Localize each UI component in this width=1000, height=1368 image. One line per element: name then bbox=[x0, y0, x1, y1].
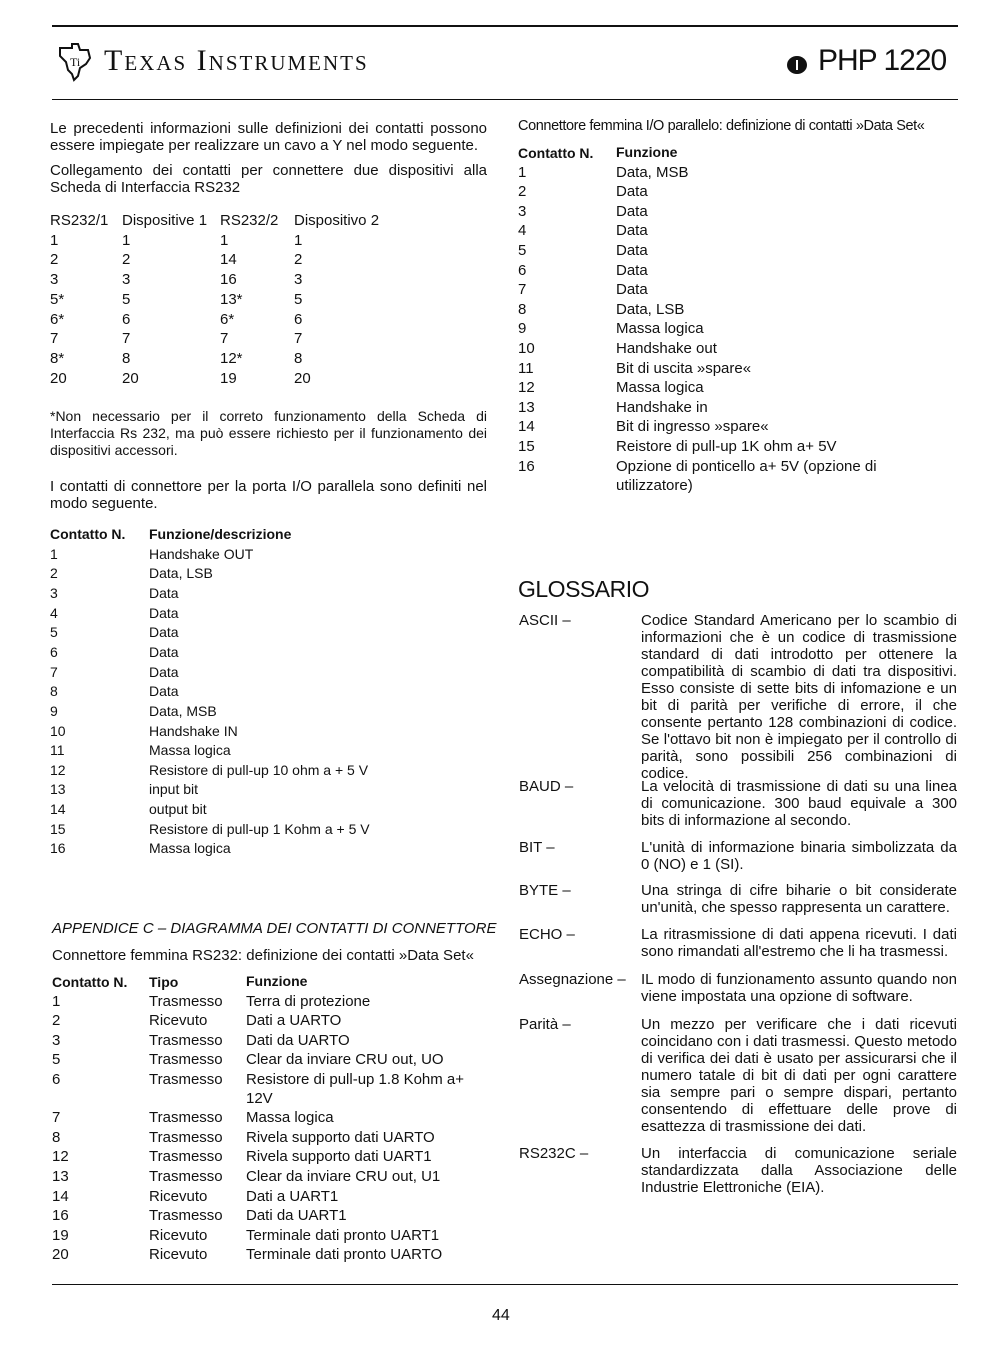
device-2-cell: 3 bbox=[294, 271, 303, 289]
contact-number-cell: 2 bbox=[50, 565, 58, 582]
contact-number-cell: 20 bbox=[52, 1246, 69, 1264]
contact-number-cell: 6 bbox=[518, 261, 527, 279]
appendix-title: APPENDICE C – DIAGRAMMA DEI CONTATTI DI CONNETTORE bbox=[52, 920, 497, 937]
function-cell: Resistore di pull-up 1.8 Kohm a+ 12V bbox=[246, 1071, 465, 1107]
contact-number-cell: 4 bbox=[518, 222, 527, 240]
function-cell: Data bbox=[616, 281, 648, 299]
rs232-2-cell: 14 bbox=[220, 251, 237, 269]
contact-number-cell: 5 bbox=[518, 242, 527, 259]
contact-number-cell: 13 bbox=[52, 1168, 69, 1185]
cable-intro-paragraph: Collegamento dei contatti per connettere due dispositivi alla Scheda di Interfaccia RS232 bbox=[50, 162, 487, 196]
function-cell: Clear da inviare CRU out, U1 bbox=[246, 1168, 441, 1185]
glossary-term: BIT – bbox=[519, 839, 555, 856]
function-cell: Reistore di pull-up 1K ohm a+ 5V bbox=[616, 438, 837, 455]
type-cell: Trasmesso bbox=[149, 1051, 223, 1069]
function-cell: Handshake OUT bbox=[149, 545, 254, 562]
function-cell: Massa logica bbox=[149, 840, 231, 857]
glossary-term: Assegnazione – bbox=[519, 971, 626, 988]
function-cell: Data, MSB bbox=[616, 163, 689, 181]
model-name: PHP 1220 bbox=[818, 44, 947, 77]
contact-number-cell: 1 bbox=[52, 992, 61, 1010]
function-cell: Handshake IN bbox=[149, 722, 238, 739]
function-cell: Resistore di pull-up 10 ohm a + 5 V bbox=[149, 761, 369, 778]
function-cell: Handshake in bbox=[616, 398, 708, 416]
contact-number-cell: 10 bbox=[518, 340, 535, 357]
contact-number-cell: 3 bbox=[50, 584, 58, 601]
function-cell: Terminale dati pronto UARTO bbox=[246, 1246, 443, 1264]
rs232-1-cell: 20 bbox=[50, 369, 67, 387]
contact-number-cell: 16 bbox=[518, 457, 535, 475]
contact-number-cell: 1 bbox=[50, 545, 58, 562]
function-cell: Data bbox=[616, 183, 648, 201]
contact-number-cell: 15 bbox=[50, 820, 66, 837]
device-1-cell: 1 bbox=[122, 231, 131, 249]
contact-number-cell: 15 bbox=[518, 438, 535, 455]
texas-instruments-logo-icon bbox=[54, 42, 98, 82]
function-cell: Dati a UART1 bbox=[246, 1187, 339, 1205]
type-cell: Ricevuto bbox=[149, 1246, 208, 1264]
function-cell: Data bbox=[616, 242, 648, 259]
footnote: *Non necessario per il correto funzionamento della Scheda di Interfaccia Rs 232, ma può essere richiesto per il funzionamento dei dispositivi accessori. bbox=[50, 408, 487, 458]
glossary-definition: La ritrasmissione di dati appena ricevuti. I dati sono rimandati all'estremo che li ha trasmessi. bbox=[641, 926, 957, 960]
contact-number-cell: 3 bbox=[52, 1031, 61, 1049]
rs232-1-cell: 5* bbox=[50, 290, 65, 308]
page-number: 44 bbox=[492, 1307, 510, 1324]
function-cell: Dati a UARTO bbox=[246, 1012, 342, 1030]
rs232-1-cell: 8* bbox=[50, 349, 65, 367]
function-cell: output bit bbox=[149, 801, 207, 818]
function-cell: Funzione bbox=[616, 144, 678, 160]
function-cell: Data, LSB bbox=[149, 565, 213, 582]
glossary-definition: Un interfaccia di comunicazione seriale standardizzata dalla Associazione delle Industrie Elettroniche (EIA). bbox=[641, 1145, 957, 1196]
contact-number-cell: 14 bbox=[50, 801, 66, 818]
contact-number-cell: 11 bbox=[518, 359, 534, 377]
glossary-term: RS232C – bbox=[519, 1145, 589, 1162]
function-cell: Data bbox=[149, 663, 179, 680]
contact-number-cell: 19 bbox=[52, 1226, 69, 1244]
function-cell: Data bbox=[616, 261, 648, 279]
function-cell: Funzione bbox=[246, 973, 308, 989]
function-cell: Clear da inviare CRU out, UO bbox=[246, 1051, 444, 1069]
contact-number-cell: 14 bbox=[518, 418, 535, 436]
function-cell: Dati da UARTO bbox=[246, 1031, 350, 1049]
contact-number-cell: 9 bbox=[518, 320, 527, 338]
function-cell: Data bbox=[149, 584, 179, 601]
contact-number-cell: 9 bbox=[50, 702, 58, 719]
rs232-1-cell: 6* bbox=[50, 310, 65, 328]
device-2-cell: 7 bbox=[294, 330, 303, 348]
brand-name: Texas Instruments bbox=[104, 44, 369, 77]
rs232-2-cell: 13* bbox=[220, 290, 243, 308]
device-2-cell: 2 bbox=[294, 251, 303, 269]
contact-number-cell: 7 bbox=[50, 663, 58, 680]
contact-number-cell: 11 bbox=[50, 742, 65, 759]
function-cell: Handshake out bbox=[616, 340, 717, 357]
device-1-cell: 20 bbox=[122, 369, 139, 387]
contact-number-cell: 16 bbox=[52, 1207, 69, 1225]
rs232-2-cell: 7 bbox=[220, 330, 229, 348]
function-cell: Bit di ingresso »spare« bbox=[616, 418, 769, 436]
parallel-intro-paragraph: I contatti di connettore per la porta I/O parallela sono definiti nel modo seguente. bbox=[50, 478, 487, 512]
rs232-2-cell: 19 bbox=[220, 369, 237, 387]
device-2-cell: 1 bbox=[294, 231, 303, 249]
rs232-2-cell: 1 bbox=[220, 231, 229, 249]
svg-text:Ti: Ti bbox=[70, 55, 81, 69]
rs232-1-cell: 1 bbox=[50, 231, 59, 249]
glossary-definition: L'unità di informazione binaria simbolizzata da 0 (NO) e 1 (SI). bbox=[641, 839, 957, 873]
device-1-cell: 2 bbox=[122, 251, 131, 269]
device-1-cell: 8 bbox=[122, 349, 131, 367]
type-cell: Trasmesso bbox=[149, 1128, 223, 1146]
top-rule bbox=[52, 25, 958, 27]
contact-number-cell: 12 bbox=[50, 761, 66, 778]
type-cell: Trasmesso bbox=[149, 992, 223, 1010]
contact-number-cell: Contatto N. bbox=[518, 145, 594, 161]
function-cell: Funzione/descrizione bbox=[149, 526, 292, 542]
glossary-term: ASCII – bbox=[519, 612, 571, 629]
contact-number-cell: 7 bbox=[518, 281, 527, 299]
function-cell: Rivela supporto dati UARTO bbox=[246, 1128, 435, 1146]
function-cell: Resistore di pull-up 1 Kohm a + 5 V bbox=[149, 820, 370, 837]
device-2-cell: 8 bbox=[294, 349, 303, 367]
contact-number-cell: 14 bbox=[52, 1187, 69, 1205]
rs232-2-cell: 16 bbox=[220, 271, 237, 289]
glossary-definition: Codice Standard Americano per lo scambio di informazioni che è un codice di trasmissione standard di dati introdotto per ottenere la compatibilità di scambio di dati tra dispositivi. Esso consiste di sette bits di infomazione e un bit di parità per verifiche di errore, il che consente pertanto 128 combinazioni di codice. Se l'ottavo bit non è impiegato per il controllo di parità, sono possibili 256 combinazioni di codice. bbox=[641, 612, 957, 782]
glossary-definition: La velocità di trasmissione di dati su una linea di comunicazione. 300 baud equivale a 300 bits di informazione al secondo. bbox=[641, 778, 957, 829]
contact-number-cell: 6 bbox=[52, 1071, 61, 1088]
contact-number-cell: 13 bbox=[518, 398, 535, 416]
contact-number-cell: 5 bbox=[50, 624, 58, 641]
function-cell: Rivela supporto dati UART1 bbox=[246, 1148, 432, 1166]
rs232-2-cell: RS232/2 bbox=[220, 212, 279, 229]
rs232-caption: Connettore femmina RS232: definizione dei contatti »Data Set« bbox=[52, 947, 474, 964]
rs232-2-cell: 6* bbox=[220, 310, 235, 328]
function-cell: Massa logica bbox=[246, 1109, 334, 1127]
type-cell: Trasmesso bbox=[149, 1071, 223, 1088]
rs232-1-cell: 2 bbox=[50, 251, 59, 269]
glossary-term: BYTE – bbox=[519, 882, 571, 899]
function-cell: Data bbox=[149, 643, 179, 660]
device-2-cell: Dispositivo 2 bbox=[294, 212, 380, 229]
device-1-cell: 3 bbox=[122, 271, 131, 289]
intro-paragraph: Le precedenti informazioni sulle definizioni dei contatti possono essere impiegate per realizzare un cavo a Y nel modo seguente. bbox=[50, 120, 487, 154]
parallel-connector-caption: Connettore femmina I/O parallelo: definizione di contatti »Data Set« bbox=[518, 118, 925, 134]
contact-number-cell: 8 bbox=[52, 1128, 61, 1146]
function-cell: Massa logica bbox=[616, 379, 704, 397]
function-cell: Bit di uscita »spare« bbox=[616, 359, 752, 377]
contact-number-cell: 12 bbox=[52, 1148, 69, 1166]
function-cell: Data bbox=[616, 222, 648, 240]
type-cell: Trasmesso bbox=[149, 1168, 223, 1185]
type-cell: Ricevuto bbox=[149, 1012, 208, 1030]
device-1-cell: 5 bbox=[122, 290, 131, 308]
rs232-1-cell: 3 bbox=[50, 271, 59, 289]
function-cell: Data bbox=[149, 624, 179, 641]
type-cell: Trasmesso bbox=[149, 1031, 223, 1049]
function-cell: Data, MSB bbox=[149, 702, 217, 719]
device-2-cell: 6 bbox=[294, 310, 303, 328]
function-cell: Data bbox=[149, 683, 179, 700]
footer-rule bbox=[52, 1284, 958, 1285]
glossary-term: BAUD – bbox=[519, 778, 574, 795]
contact-number-cell: 2 bbox=[52, 1012, 61, 1030]
contact-number-cell: 6 bbox=[50, 643, 58, 660]
device-1-cell: Dispositive 1 bbox=[122, 212, 208, 229]
device-2-cell: 5 bbox=[294, 290, 303, 308]
type-cell: Trasmesso bbox=[149, 1109, 223, 1127]
type-cell: Ricevuto bbox=[149, 1226, 208, 1244]
glossary-definition: Un mezzo per verificare che i dati ricevuti coincidano con i dati trasmessi. Questo metodo di verifica dei dati è usato per assicurarsi che il numero tatale di bit di dati per ogni carattere sia sempre pari o sempre dispari, pertanto consentendo di effettuare delle prove di esattezza di trasmissione dei dati. bbox=[641, 1016, 957, 1135]
type-cell: Trasmesso bbox=[149, 1148, 223, 1166]
contact-number-cell: 13 bbox=[50, 781, 66, 798]
contact-number-cell: 12 bbox=[518, 379, 535, 397]
contact-number-cell: 16 bbox=[50, 840, 66, 857]
glossary-term: ECHO – bbox=[519, 926, 575, 943]
bullet-icon bbox=[787, 56, 807, 74]
contact-number-cell: 1 bbox=[518, 163, 527, 181]
function-cell: Dati da UART1 bbox=[246, 1207, 347, 1225]
device-2-cell: 20 bbox=[294, 369, 311, 387]
function-cell: Data, LSB bbox=[616, 300, 685, 318]
rs232-1-cell: 7 bbox=[50, 330, 59, 348]
contact-number-cell: Contatto N. bbox=[52, 974, 128, 990]
rs232-2-cell: 12* bbox=[220, 349, 243, 367]
type-cell: Tipo bbox=[149, 974, 179, 990]
function-cell: input bit bbox=[149, 781, 199, 798]
contact-number-cell: 8 bbox=[518, 300, 527, 318]
contact-number-cell: 10 bbox=[50, 722, 66, 739]
type-cell: Trasmesso bbox=[149, 1207, 223, 1225]
device-1-cell: 6 bbox=[122, 310, 131, 328]
function-cell: Terra di protezione bbox=[246, 992, 371, 1010]
contact-number-cell: 5 bbox=[52, 1051, 61, 1069]
contact-number-cell: 3 bbox=[518, 202, 527, 220]
function-cell: Massa logica bbox=[149, 742, 231, 759]
rs232-1-cell: RS232/1 bbox=[50, 212, 109, 229]
glossary-term: Parità – bbox=[519, 1016, 571, 1033]
device-1-cell: 7 bbox=[122, 330, 131, 348]
contact-number-cell: 8 bbox=[50, 683, 58, 700]
glossary-definition: Una stringa di cifre biharie o bit considerate un'unità, che spesso rappresenta un carattere. bbox=[641, 882, 957, 916]
function-cell: Massa logica bbox=[616, 320, 704, 338]
function-cell: Terminale dati pronto UART1 bbox=[246, 1226, 440, 1244]
contact-number-cell: 2 bbox=[518, 183, 527, 201]
contact-number-cell: Contatto N. bbox=[50, 526, 126, 542]
function-cell: Opzione di ponticello a+ 5V (opzione di utilizzatore) bbox=[616, 457, 877, 494]
function-cell: Data bbox=[149, 604, 179, 621]
type-cell: Ricevuto bbox=[149, 1187, 208, 1205]
header-rule bbox=[52, 99, 958, 100]
glossary-definition: IL modo di funzionamento assunto quando non viene impostata una opzione di software. bbox=[641, 971, 957, 1005]
contact-number-cell: 4 bbox=[50, 604, 58, 621]
glossary-title: GLOSSARIO bbox=[518, 576, 649, 602]
contact-number-cell: 7 bbox=[52, 1109, 61, 1127]
function-cell: Data bbox=[616, 202, 648, 220]
